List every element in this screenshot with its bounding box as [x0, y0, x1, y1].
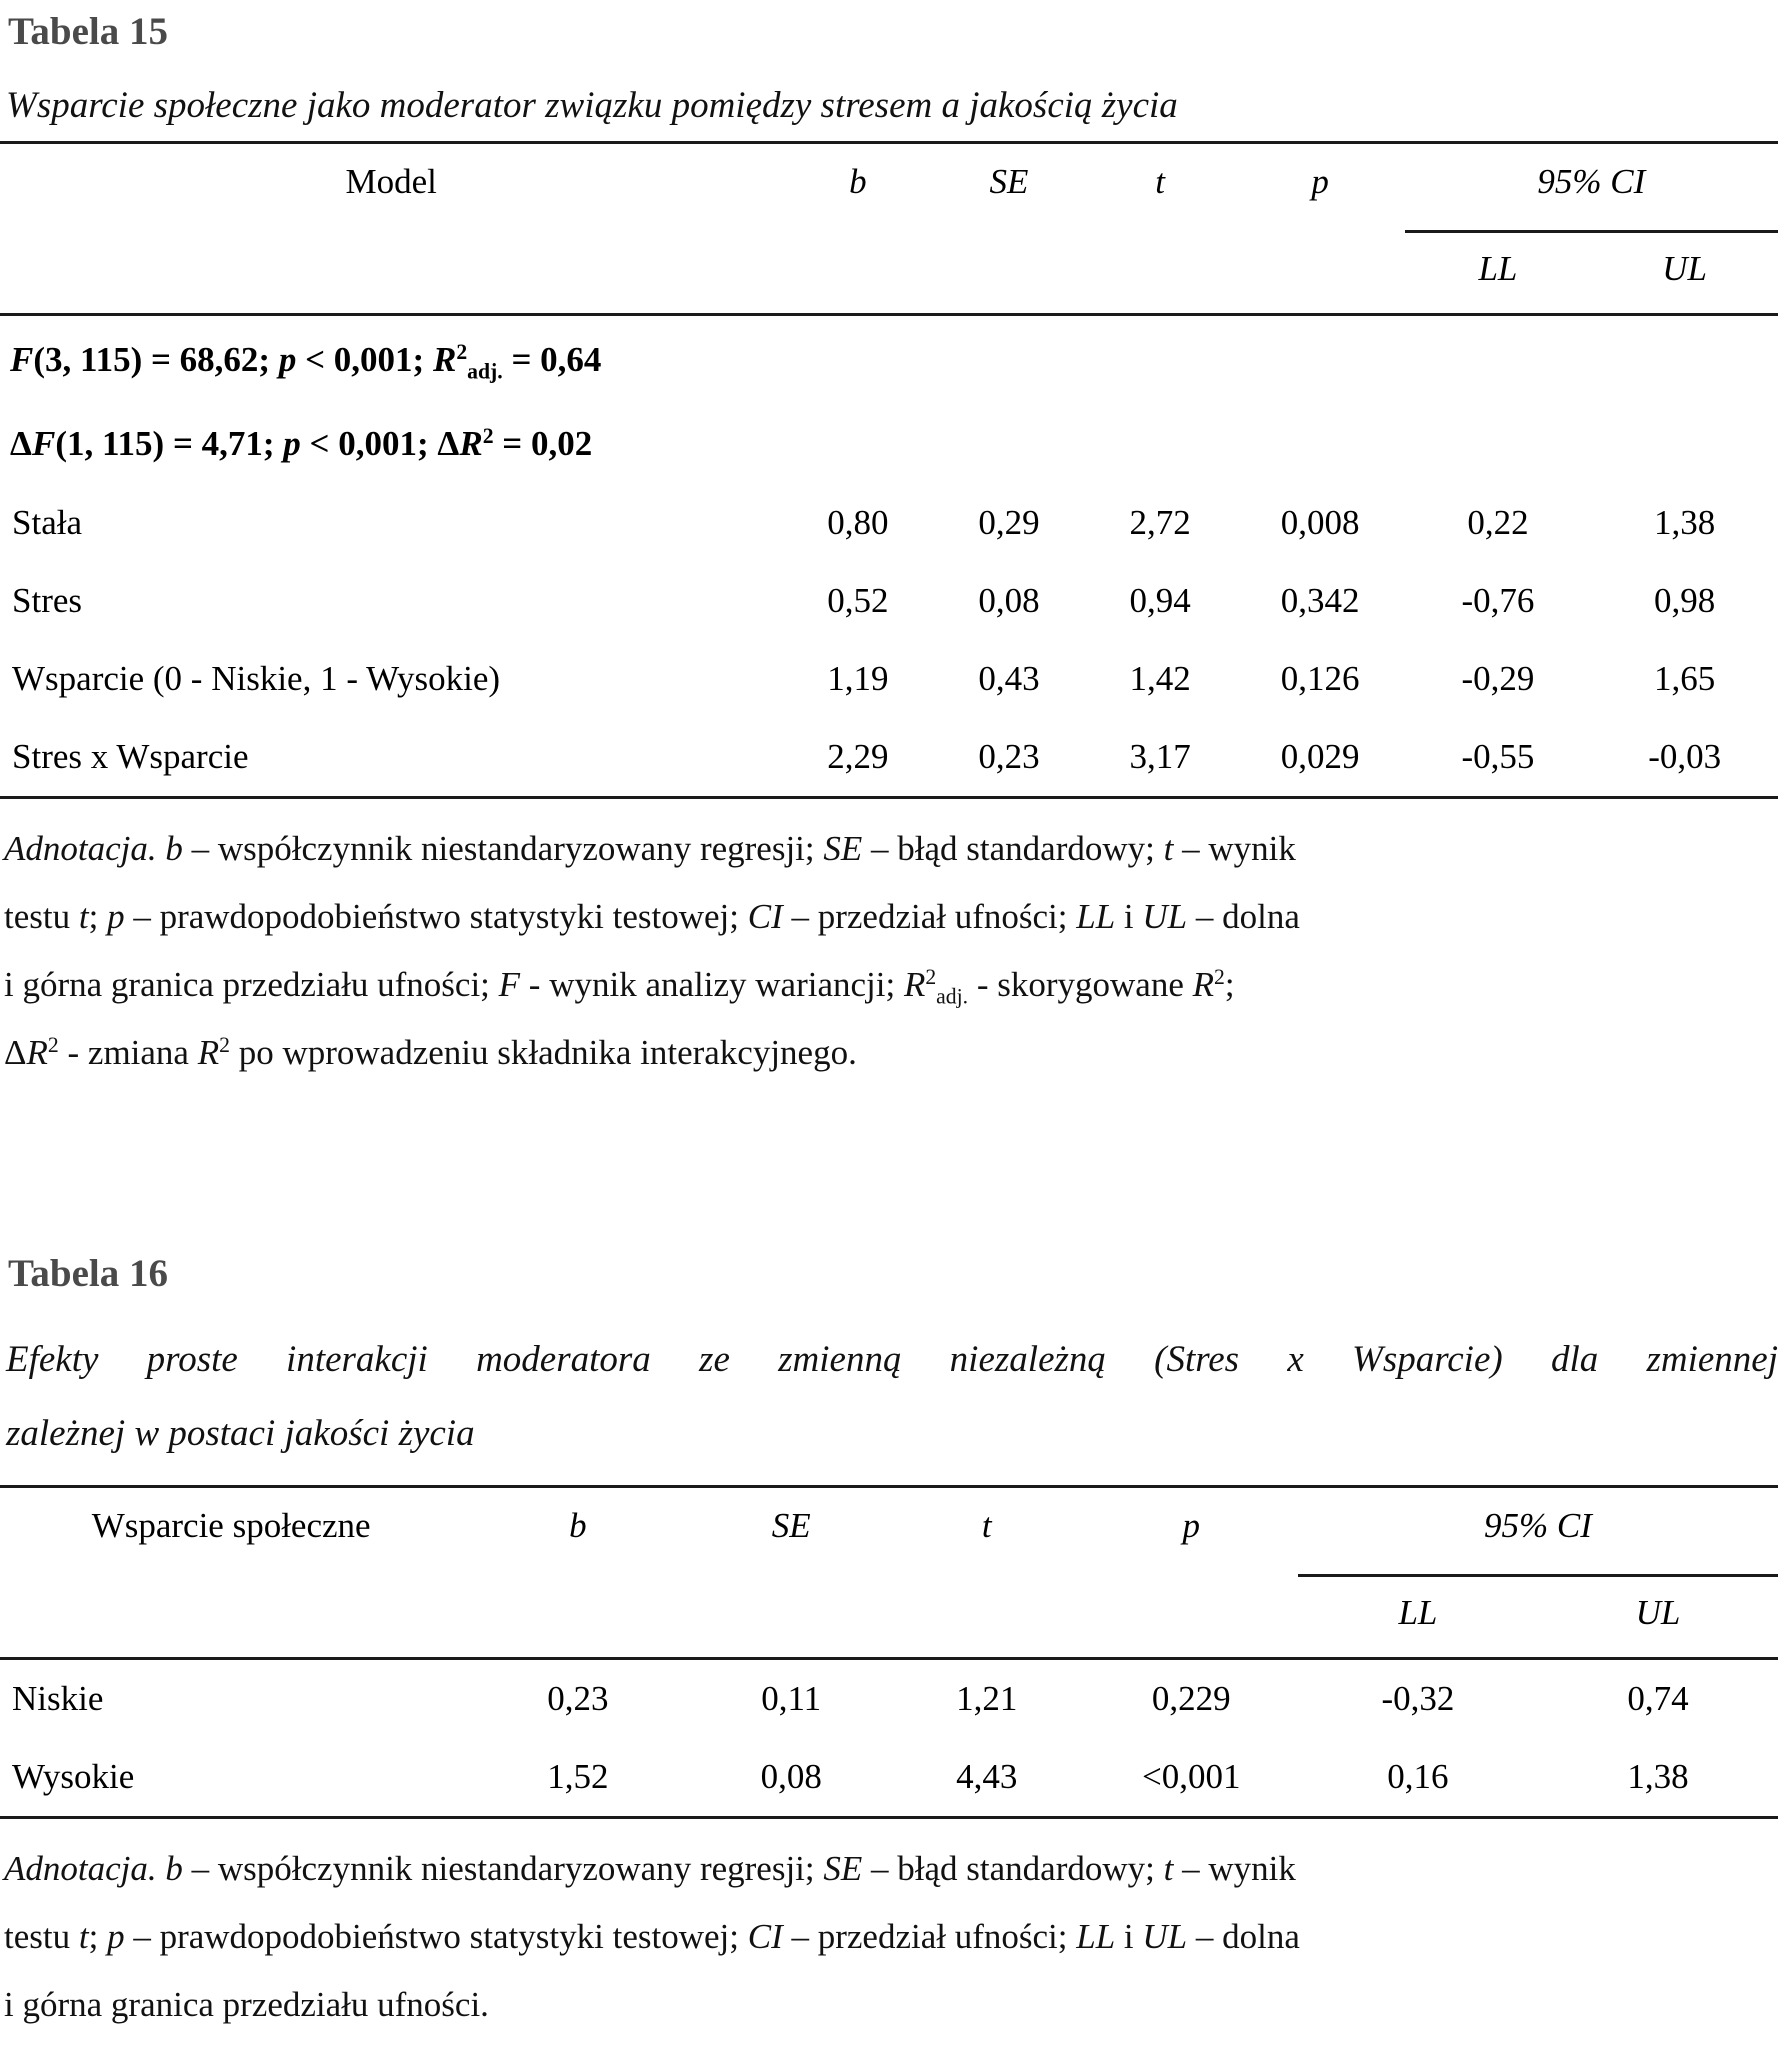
model-fit-stats	[0, 315, 1778, 401]
text-segment: Δ	[4, 1033, 27, 1073]
col-header-95ci: 95% CI	[1298, 1487, 1778, 1576]
text-segment: SE	[823, 1849, 863, 1889]
text-segment: R	[26, 1033, 48, 1073]
table15-caption: Wsparcie społeczne jako moderator związku pomiędzy stresem a jakością życia	[6, 84, 1178, 126]
col-header-p: p	[1182, 1506, 1200, 1546]
col-header-ll: LL	[1398, 1593, 1438, 1633]
col-header-se: SE	[989, 162, 1029, 202]
col-header-ul: UL	[1662, 249, 1708, 289]
table16-caption-line1: Efekty proste interakcji moderatora ze zmienną niezależną (Stres x Wsparcie) dla zmiennej	[6, 1339, 1778, 1381]
model-fit-row	[0, 315, 1778, 401]
col-header-t: t	[1155, 162, 1165, 202]
table16-note	[4, 1835, 1778, 2039]
value-cell: 0,98	[1654, 581, 1716, 621]
text-segment: UL	[1142, 1917, 1188, 1957]
table15-title: Tabela 15	[8, 10, 169, 53]
text-segment: testu	[4, 897, 79, 937]
text-segment: R	[459, 424, 483, 464]
text-segment: – błąd standardowy;	[862, 829, 1164, 869]
value-cell: 0,229	[1151, 1679, 1231, 1719]
text-segment: < 0,001; Δ	[300, 424, 460, 464]
text-segment: t	[78, 1917, 89, 1957]
text-segment: (1, 115) = 4,71;	[55, 424, 284, 464]
table15-header-row1	[0, 143, 1778, 232]
table-row	[0, 484, 1778, 562]
text-segment: p	[107, 897, 125, 937]
row-label-cell: Stres	[12, 581, 82, 621]
text-segment: F	[31, 424, 56, 464]
text-segment: p	[278, 340, 297, 380]
table16-header	[0, 1487, 1778, 1659]
text-segment: R	[1192, 965, 1215, 1005]
text-segment: t	[78, 897, 89, 937]
text-segment: 2	[219, 1033, 230, 1058]
value-cell: 0,23	[978, 737, 1040, 777]
value-cell: 2,72	[1129, 503, 1191, 543]
text-segment: Adnotacja.	[4, 829, 157, 869]
col-header-95ci: 95% CI	[1405, 143, 1778, 232]
text-segment: adj.	[936, 984, 969, 1009]
text-segment: i górna granica przedziału ufności.	[4, 1985, 489, 2025]
value-cell: 0,16	[1387, 1757, 1449, 1797]
text-segment: p	[107, 1917, 125, 1957]
text-segment: R	[197, 1033, 220, 1073]
note-line	[4, 1019, 1778, 1087]
text-segment: F	[10, 340, 34, 380]
value-cell: 0,126	[1280, 659, 1360, 699]
row-label-cell: Wysokie	[12, 1757, 135, 1797]
col-header-b: b	[569, 1506, 587, 1546]
table16-caption-line2: zależnej w postaci jakości życia	[6, 1413, 475, 1455]
value-cell: 0,11	[761, 1679, 822, 1719]
text-segment: – błąd standardowy;	[862, 1849, 1164, 1889]
table16	[0, 1485, 1778, 1819]
text-segment: – prawdopodobieństwo statystyki testowej;	[124, 1917, 748, 1957]
text-segment: LL	[1076, 897, 1116, 937]
value-cell: 0,23	[547, 1679, 609, 1719]
text-segment: R	[432, 340, 457, 380]
text-segment: Adnotacja.	[4, 1849, 157, 1889]
text-segment: p	[283, 424, 301, 464]
table16-title: Tabela 16	[8, 1252, 169, 1296]
text-segment: – współczynnik niestandaryzowany regresji;	[182, 1849, 824, 1889]
value-cell: -0,76	[1461, 581, 1535, 621]
text-segment: 2	[925, 965, 937, 990]
col-header-p: p	[1311, 162, 1329, 202]
col-header-b: b	[849, 162, 867, 202]
note-line	[4, 1903, 1778, 1971]
text-segment: – współczynnik niestandaryzowany regresji;	[182, 829, 824, 869]
table-row	[0, 1738, 1778, 1818]
col-header-se: SE	[771, 1506, 811, 1546]
note-line	[4, 1835, 1778, 1903]
text-segment: CI	[747, 1917, 783, 1957]
text-segment: SE	[823, 829, 863, 869]
value-cell: 0,008	[1280, 503, 1360, 543]
text-segment: i górna granica przedziału ufności;	[4, 965, 499, 1005]
note-line	[4, 951, 1778, 1019]
table16-caption	[6, 1323, 1778, 1471]
text-segment: (3, 115) = 68,62;	[33, 340, 279, 380]
text-segment: – prawdopodobieństwo statystyki testowej;	[124, 897, 748, 937]
table16-header-row1	[0, 1487, 1778, 1576]
table-row	[0, 718, 1778, 798]
value-cell: 0,029	[1280, 737, 1360, 777]
value-cell: -0,03	[1648, 737, 1722, 777]
table15-header	[0, 143, 1778, 315]
table15-stat-rows	[0, 315, 1778, 485]
text-segment: = 0,02	[493, 424, 593, 464]
col-header-ll: LL	[1478, 249, 1518, 289]
text-segment: < 0,001;	[296, 340, 433, 380]
table15-body	[0, 484, 1778, 798]
row-label-cell: Stała	[12, 503, 82, 543]
text-segment: - wynik analizy wariancji;	[520, 965, 904, 1005]
note-line	[4, 883, 1778, 951]
value-cell: 0,52	[827, 581, 889, 621]
value-cell: 1,38	[1627, 1757, 1689, 1797]
value-cell: -0,55	[1461, 737, 1535, 777]
table15-note	[4, 815, 1778, 1087]
text-segment: – wynik	[1173, 1849, 1296, 1889]
value-cell: 1,42	[1129, 659, 1191, 699]
table-row	[0, 1659, 1778, 1739]
value-cell: -0,29	[1461, 659, 1535, 699]
text-segment: t	[1163, 829, 1174, 869]
text-segment: – przedział ufności;	[782, 1917, 1077, 1957]
value-cell: 0,08	[978, 581, 1040, 621]
value-cell: 3,17	[1129, 737, 1191, 777]
text-segment: – wynik	[1173, 829, 1296, 869]
text-segment: 2	[482, 424, 494, 449]
value-cell: 2,29	[827, 737, 889, 777]
note-line	[4, 815, 1778, 883]
value-cell: 1,38	[1654, 503, 1716, 543]
text-segment: 2	[456, 340, 468, 365]
text-segment: – dolna	[1187, 1917, 1300, 1957]
text-segment: - skorygowane	[968, 965, 1193, 1005]
text-segment: b	[165, 1849, 183, 1889]
text-segment: – przedział ufności;	[782, 897, 1077, 937]
value-cell: -0,32	[1381, 1679, 1455, 1719]
value-cell: 1,52	[547, 1757, 609, 1797]
text-segment: - zmiana	[58, 1033, 198, 1073]
value-cell: 1,21	[956, 1679, 1018, 1719]
table-row	[0, 640, 1778, 718]
value-cell: 1,65	[1654, 659, 1716, 699]
col-header-wsparcie: Wsparcie społeczne	[91, 1506, 371, 1546]
text-segment: ;	[1224, 965, 1235, 1005]
text-segment: = 0,64	[502, 340, 602, 380]
text-segment: b	[165, 829, 183, 869]
text-segment: ;	[88, 897, 108, 937]
note-line	[4, 1971, 1778, 2039]
col-header-t: t	[981, 1506, 992, 1546]
table15	[0, 141, 1778, 799]
value-cell: 1,19	[827, 659, 889, 699]
value-cell: 0,342	[1280, 581, 1360, 621]
table-row	[0, 562, 1778, 640]
text-segment: po wprowadzeniu składnika interakcyjnego.	[229, 1033, 857, 1073]
value-cell: 0,43	[978, 659, 1040, 699]
text-segment: adj.	[467, 359, 503, 384]
text-segment: F	[498, 965, 521, 1005]
value-cell: 0,22	[1467, 503, 1529, 543]
text-segment: R	[903, 965, 926, 1005]
text-segment: i	[1115, 897, 1143, 937]
table16-body	[0, 1659, 1778, 1818]
text-segment: 2	[1214, 965, 1225, 990]
model-change-row	[0, 400, 1778, 484]
text-segment: ;	[88, 1917, 108, 1957]
model-change-stats	[0, 400, 1778, 484]
row-label-cell: Wsparcie (0 - Niskie, 1 - Wysokie)	[12, 659, 501, 699]
col-header-model: Model	[345, 162, 437, 202]
value-cell: 0,29	[978, 503, 1040, 543]
value-cell: 0,80	[827, 503, 889, 543]
value-cell: 4,43	[956, 1757, 1018, 1797]
col-header-ul: UL	[1635, 1593, 1681, 1633]
value-cell: <0,001	[1141, 1757, 1241, 1797]
row-label-cell: Niskie	[12, 1679, 104, 1719]
value-cell: 0,74	[1627, 1679, 1689, 1719]
text-segment: 2	[47, 1033, 59, 1058]
text-segment: CI	[747, 897, 783, 937]
text-segment: i	[1115, 1917, 1143, 1957]
text-segment: t	[1163, 1849, 1174, 1889]
value-cell: 0,08	[760, 1757, 822, 1797]
text-segment: Δ	[10, 424, 32, 464]
row-label-cell: Stres x Wsparcie	[12, 737, 249, 777]
text-segment: LL	[1076, 1917, 1116, 1957]
text-segment: – dolna	[1187, 897, 1300, 937]
text-segment: UL	[1142, 897, 1188, 937]
text-segment: testu	[4, 1917, 79, 1957]
value-cell: 0,94	[1129, 581, 1191, 621]
